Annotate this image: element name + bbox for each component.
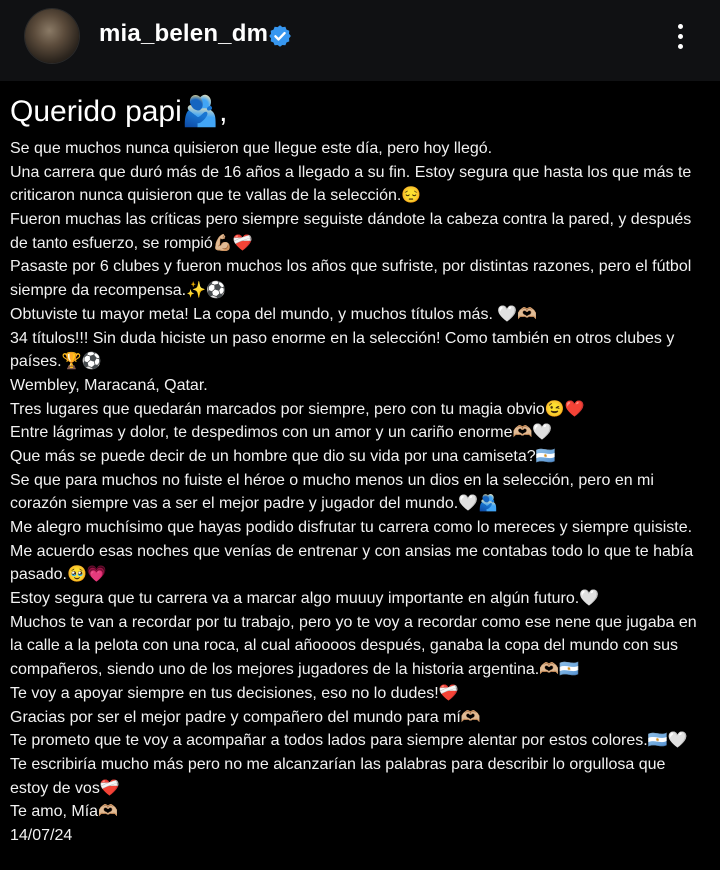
post-line: siempre da recompensa.✨⚽️ [10, 282, 226, 300]
post-line: la calle a la pelota con una roca, al cual añoooos después, ganaba la copa del mundo con sus [10, 637, 679, 655]
post-line: Tres lugares que quedarán marcados por siempre, pero con tu magia obvio😉❤️ [10, 400, 585, 418]
verified-badge-icon [268, 24, 292, 48]
post-line: Obtuviste tu mayor meta! La copa del mundo, y muchos títulos más. 🤍🫶🏼 [10, 305, 538, 323]
username[interactable]: mia_belen_dm [99, 20, 269, 47]
post-line: de tanto esfuerzo, se rompió💪🏼❤️‍🩹 [10, 234, 253, 252]
post-line: Te prometo que te voy a acompañar a todos lados para siempre alentar por estos colores.🇦🇷🤍 [10, 732, 688, 750]
post-line: Te escribiría mucho más pero no me alcanzarían las palabras para describir lo orgullosa que [10, 755, 666, 773]
post-line: Fueron muchas las críticas pero siempre seguiste dándote la cabeza contra la pared, y después [10, 211, 692, 229]
post-line: criticaron nunca quisieron que te vallas de la selección.😔 [10, 187, 422, 205]
post-line: países.🏆⚽️ [10, 353, 102, 371]
profile-header [0, 0, 720, 81]
post-line: Te voy a apoyar siempre en tus decisiones, eso no lo dudes!❤️‍🩹 [10, 684, 459, 702]
post-body [10, 137, 716, 848]
post-line: Una carrera que duró más de 16 años a llegado a su fin. Estoy segura que hasta los que más te [10, 163, 692, 181]
post-line: Estoy segura que tu carrera va a marcar algo muuuy importante en algún futuro.🤍 [10, 590, 600, 608]
signature: Te amo, Mía🫶🏼 [10, 803, 118, 821]
post-lines [10, 137, 716, 800]
post-line: Me acuerdo esas noches que venías de entrenar y con ansias me contabas todo lo que te había [10, 542, 694, 560]
post-line: pasado.🥹💗 [10, 566, 107, 584]
post-line: Se que muchos nunca quisieron que llegue este día, pero hoy llegó. [10, 140, 493, 157]
avatar[interactable] [25, 9, 79, 63]
post-line: Me alegro muchísimo que hayas podido disfrutar tu carrera como lo mereces y siempre quisiste. [10, 519, 693, 536]
post-line: Entre lágrimas y dolor, te despedimos con un amor y un cariño enorme🫶🏼🤍 [10, 424, 553, 442]
post-line: Gracias por ser el mejor padre y compañero del mundo para mí🫶🏼 [10, 708, 481, 726]
post-line: compañeros, siendo uno de los mejores jugadores de la historia argentina.🫶🏼🇦🇷 [10, 661, 580, 679]
post-line: Se que para muchos no fuiste el héroe o mucho menos un dios en la selección, pero en mi [10, 471, 654, 489]
post-date: 14/07/24 [10, 826, 73, 844]
post-line: estoy de vos❤️‍🩹 [10, 779, 120, 797]
post-title: Querido papi🫂, [10, 95, 228, 128]
post-line: corazón siempre vas a ser el mejor padre y jugador del mundo.🤍🫂 [10, 495, 499, 513]
post-line: Wembley, Maracaná, Qatar. [10, 376, 208, 394]
post-line: 34 títulos!!! Sin duda hiciste un paso enorme en la selección! Como también en otros clubes y [10, 329, 675, 347]
post-line: Pasaste por 6 clubes y fueron muchos los años que sufriste, por distintas razones, pero el fútbol [10, 258, 692, 276]
more-options-icon[interactable] [671, 22, 691, 52]
post-line: Que más se puede decir de un hombre que dio su vida por una camiseta?🇦🇷 [10, 447, 556, 465]
post-line: Muchos te van a recordar por tu trabajo, pero yo te voy a recordar como ese nene que jugaba en [10, 613, 697, 631]
